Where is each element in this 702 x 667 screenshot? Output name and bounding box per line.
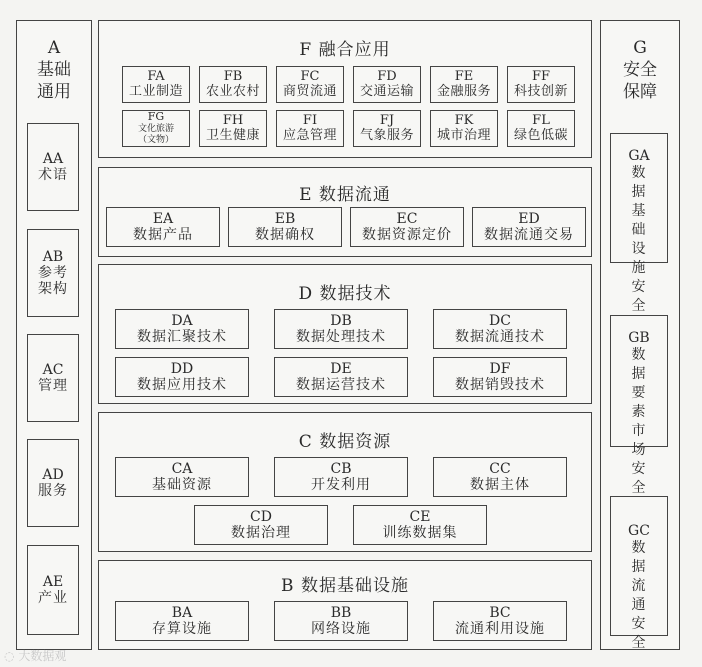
box-fh: FH 卫生健康 xyxy=(199,110,267,147)
layer-d-title: D 数据技术 xyxy=(298,284,392,304)
box-fk: FK 城市治理 xyxy=(430,110,498,147)
box-dd: DD 数据应用技术 xyxy=(115,357,249,397)
box-fj: FJ 气象服务 xyxy=(353,110,421,147)
box-dc: DC 数据流通技术 xyxy=(433,309,567,349)
box-df: DF 数据销毁技术 xyxy=(433,357,567,397)
box-fl: FL 绿色低碳 xyxy=(507,110,575,147)
box-ae: AE 产业 xyxy=(27,545,79,635)
layer-f-title: F 融合应用 xyxy=(299,40,391,60)
box-gc: GC 数据流通安全 xyxy=(610,496,668,636)
box-bb: BB 网络设施 xyxy=(274,601,408,641)
box-ad: AD 服务 xyxy=(27,439,79,527)
box-db: DB 数据处理技术 xyxy=(274,309,408,349)
box-cb: CB 开发利用 xyxy=(274,457,408,497)
box-ba: BA 存算设施 xyxy=(115,601,249,641)
box-eb: EB 数据确权 xyxy=(228,207,342,247)
box-ac: AC 管理 xyxy=(27,334,79,422)
box-ed: ED 数据流通交易 xyxy=(472,207,586,247)
box-bc: BC 流通利用设施 xyxy=(433,601,567,641)
column-g-title: G 安全 保障 xyxy=(623,38,657,102)
box-gb: GB 数据要素市场安全 xyxy=(610,315,668,447)
box-ea: EA 数据产品 xyxy=(106,207,220,247)
box-ce: CE 训练数据集 xyxy=(353,505,487,545)
box-ff: FF 科技创新 xyxy=(507,66,575,103)
box-ga: GA 数据基础设施安全 xyxy=(610,133,668,263)
box-fc: FC 商贸流通 xyxy=(276,66,344,103)
box-da: DA 数据汇聚技术 xyxy=(115,309,249,349)
layer-c-title: C 数据资源 xyxy=(298,432,392,452)
box-fa: FA 工业制造 xyxy=(122,66,190,103)
box-fi: FI 应急管理 xyxy=(276,110,344,147)
layer-e-title: E 数据流通 xyxy=(299,185,391,205)
layer-b-title: B 数据基础设施 xyxy=(281,576,409,596)
box-ab: AB 参考架构 xyxy=(27,229,79,317)
box-fd: FD 交通运输 xyxy=(353,66,421,103)
box-fe: FE 金融服务 xyxy=(430,66,498,103)
box-de: DE 数据运营技术 xyxy=(274,357,408,397)
box-ec: EC 数据资源定价 xyxy=(350,207,464,247)
box-cd: CD 数据治理 xyxy=(194,505,328,545)
box-cc: CC 数据主体 xyxy=(433,457,567,497)
wechat-icon: ◌ xyxy=(4,649,15,663)
box-fg: FG 文化旅游（文物） xyxy=(122,110,190,147)
box-aa: AA 术语 xyxy=(27,123,79,211)
box-ca: CA 基础资源 xyxy=(115,457,249,497)
column-a-title: A 基础 通用 xyxy=(37,38,71,102)
watermark: ◌ 大数据观 xyxy=(4,649,67,663)
box-fb: FB 农业农村 xyxy=(199,66,267,103)
